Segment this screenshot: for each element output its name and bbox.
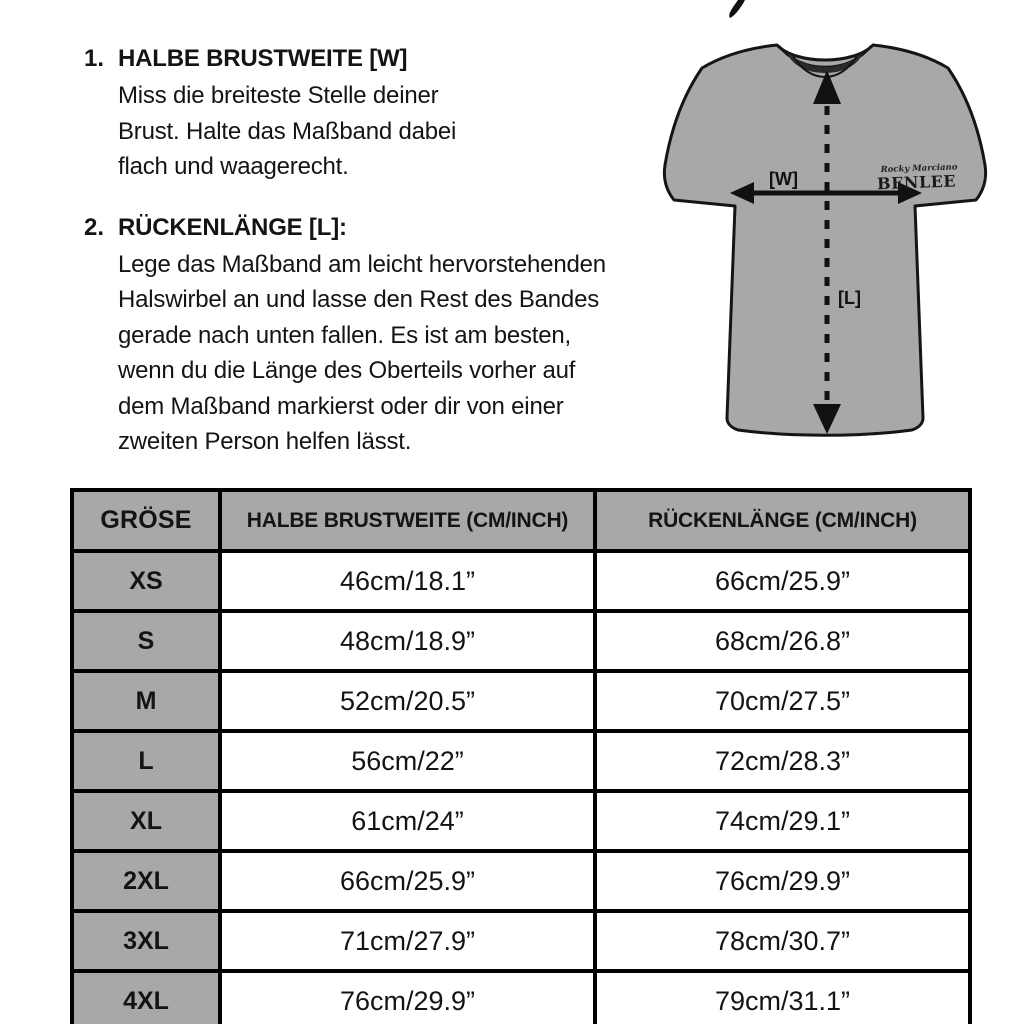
brand-script-text: Rocky Marciano	[880, 162, 958, 176]
tshirt-measurement-diagram	[650, 20, 990, 442]
chest-cell: 76cm/29.9”	[220, 971, 595, 1024]
table-row	[72, 551, 970, 611]
chest-cell: 48cm/18.9”	[220, 611, 595, 671]
back-cell: 78cm/30.7”	[595, 911, 970, 971]
size-cell: 2XL	[72, 851, 220, 911]
instruction-text-line: wenn du die Länge des Oberteils vorher auf	[118, 357, 576, 384]
table-row	[72, 851, 970, 911]
instruction-text-line: Miss die breiteste Stelle deiner	[118, 82, 439, 109]
instruction-text-line: Lege das Maßband am leicht hervorstehenden	[118, 250, 606, 278]
header-back: RÜCKENLÄNGE (CM/INCH)	[595, 490, 970, 551]
measuring-instructions	[84, 42, 674, 486]
size-cell: L	[72, 731, 220, 791]
table-header-row	[72, 490, 970, 551]
chest-cell: 52cm/20.5”	[220, 671, 595, 731]
brand-tm-text: ™	[908, 192, 915, 200]
width-label: [W]	[769, 169, 798, 189]
table-row	[72, 791, 970, 851]
instruction-text-line: Halswirbel an und lasse den Rest des Bandes	[118, 286, 600, 313]
chest-cell: 66cm/25.9”	[220, 851, 595, 911]
size-cell: 3XL	[72, 911, 220, 971]
size-cell: XL	[72, 791, 220, 851]
size-cell: M	[72, 671, 220, 731]
instruction-number: 1.	[84, 45, 105, 72]
chest-cell: 56cm/22”	[220, 731, 595, 791]
table-row	[72, 671, 970, 731]
back-cell: 74cm/29.1”	[595, 791, 970, 851]
back-cell: 68cm/26.8”	[595, 611, 970, 671]
header-size: GRÖSE	[72, 490, 220, 551]
back-cell: 66cm/25.9”	[595, 551, 970, 611]
instruction-text-line: dem Maßband markierst oder dir von einer	[118, 392, 564, 420]
cursive-title-stroke-icon	[716, 0, 756, 22]
header-chest: HALBE BRUSTWEITE (CM/INCH)	[220, 490, 595, 551]
instruction-number: 2.	[84, 213, 105, 241]
instruction-text-line: Brust. Halte das Maßband dabei	[118, 117, 457, 145]
size-cell: S	[72, 611, 220, 671]
back-cell: 76cm/29.9”	[595, 851, 970, 911]
back-cell: 70cm/27.5”	[595, 671, 970, 731]
instruction-title: RÜCKENLÄNGE [L]:	[118, 213, 347, 241]
table-row	[72, 971, 970, 1024]
size-table	[70, 488, 972, 1024]
instruction-text-line: zweiten Person helfen lässt.	[118, 428, 412, 455]
instruction-title: HALBE BRUSTWEITE [W]	[118, 45, 408, 72]
size-cell: 4XL	[72, 971, 220, 1024]
back-cell: 79cm/31.1”	[595, 971, 970, 1024]
instruction-text-line: gerade nach unten fallen. Es ist am besten,	[118, 321, 572, 349]
chest-cell: 71cm/27.9”	[220, 911, 595, 971]
instruction-item-1	[84, 42, 674, 185]
instruction-text-line: flach und waagerecht.	[118, 153, 349, 180]
back-cell: 72cm/28.3”	[595, 731, 970, 791]
table-row	[72, 731, 970, 791]
length-label: [L]	[838, 288, 861, 308]
instruction-item-2	[84, 211, 674, 460]
table-row	[72, 911, 970, 971]
chest-cell: 61cm/24”	[220, 791, 595, 851]
size-cell: XS	[72, 551, 220, 611]
chest-cell: 46cm/18.1”	[220, 551, 595, 611]
table-row	[72, 611, 970, 671]
brand-name-text: BENLEE	[876, 171, 957, 194]
